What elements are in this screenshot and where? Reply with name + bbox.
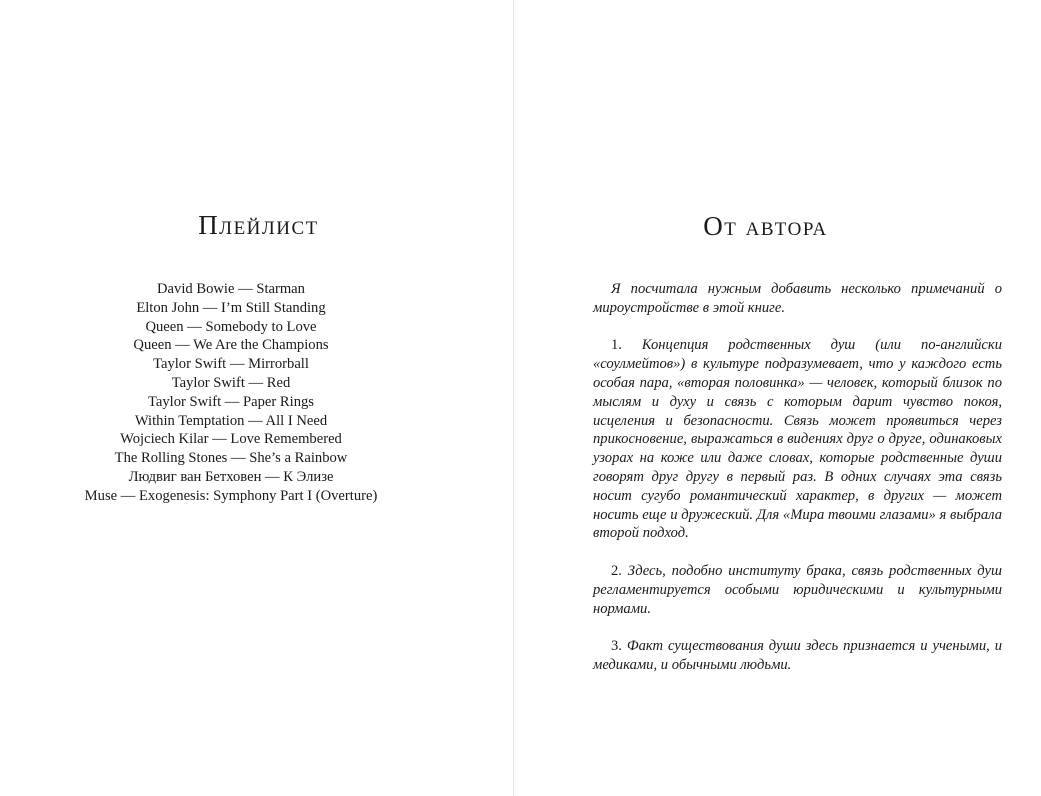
intro-paragraph: Я посчитала нужным добавить несколько примечаний о мироустройстве в этой книге. xyxy=(593,281,1002,316)
playlist-item: Taylor Swift — Red xyxy=(171,374,291,391)
left-page xyxy=(0,0,513,796)
playlist-item: The Rolling Stones — She’s a Rainbow xyxy=(114,450,348,467)
note-number: 2. xyxy=(611,562,622,579)
author-note-body xyxy=(593,280,1002,675)
playlist-item: Muse — Exogenesis: Symphony Part I (Overture) xyxy=(84,487,378,504)
playlist-item: Wojciech Kilar — Love Remembered xyxy=(120,431,342,448)
playlist-item: Elton John — I’m Still Standing xyxy=(136,299,326,316)
playlist-item: Queen — Somebody to Love xyxy=(145,318,317,335)
playlist-title: Плейлист xyxy=(198,210,319,240)
playlist-item: Within Temptation — All I Need xyxy=(134,412,328,429)
note-number: 1. xyxy=(611,337,622,354)
right-page xyxy=(514,0,1041,796)
note-number: 3. xyxy=(611,638,622,655)
playlist-item: Queen — We Are the Champions xyxy=(133,337,329,354)
playlist xyxy=(0,280,462,506)
note-text: Здесь, подобно институту брака, связь родственных душ регламентируется особыми юридическими и культурными нормами. xyxy=(593,562,1002,617)
playlist-item: David Bowie — Starman xyxy=(157,281,305,297)
note-paragraph xyxy=(593,637,1002,675)
note-paragraph xyxy=(593,562,1002,618)
note-text: Концепция родственных душ (или по-английски «соулмейтов») в культуре подразумевает, что у каждого есть особая пара, «вторая половинка» — человек, который близок по мыслям и духу и связь с которым дарит чувство покоя, исцеления и безопасности. Связь может проявиться через прикосновение, выражаться в видениях друг о друге, одинаковых узорах на коже или даже словах, которые родственные души говорят друг другу в первый раз. В одних случаях эта связь носит сугубо романтический характер, в других — может носить еще и дружеский. Для «Мира твоими глазами» я выбрала второй подход. xyxy=(593,337,1002,542)
playlist-item: Taylor Swift — Paper Rings xyxy=(148,393,314,410)
author-note-title: От автора xyxy=(703,211,828,241)
playlist-item: Людвиг ван Бетховен — К Элизе xyxy=(128,468,334,485)
note-paragraph xyxy=(593,336,1002,543)
note-text: Факт существования души здесь признается и учеными, и медиками, и обычными людьми. xyxy=(593,638,1002,673)
playlist-item: Taylor Swift — Mirrorball xyxy=(153,356,309,373)
